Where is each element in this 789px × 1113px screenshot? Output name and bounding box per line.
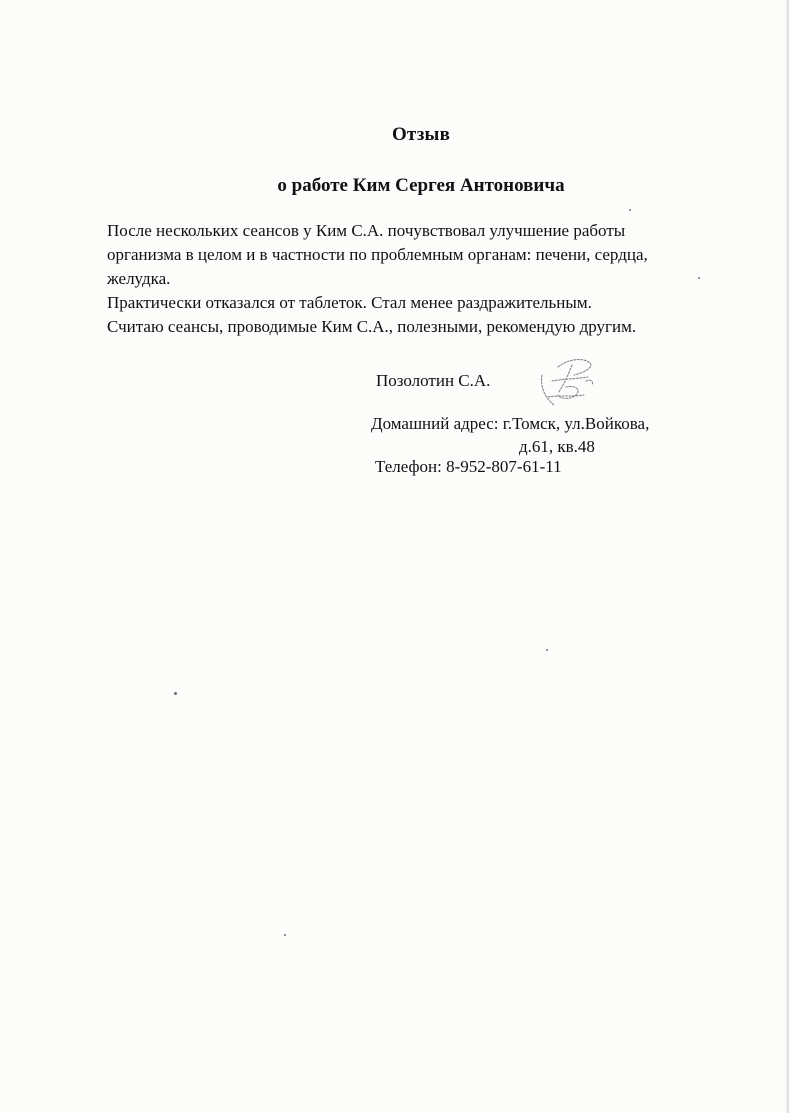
scan-speck [546,649,548,651]
body-line: желудка. [107,269,171,288]
body-line: Считаю сеансы, проводимые Ким С.А., полезными, рекомендую другим. [107,317,637,336]
scan-speck [174,692,177,695]
home-address: Домашний адрес: г.Томск, ул.Войкова, [371,414,650,433]
signer-name: Позолотин С.А. [376,371,491,390]
home-address-continued: д.61, кв.48 [519,437,595,456]
phone-number: Телефон: 8-952-807-61-11 [375,457,562,476]
body-line: организма в целом и в частности по проблемным органам: печени, сердца, [107,245,648,264]
scan-speck [698,277,700,279]
document-subtitle: о работе Ким Сергея Антоновича [277,175,565,196]
handwritten-signature [528,345,618,415]
scan-speck [629,209,631,211]
document-title: Отзыв [391,124,451,145]
scan-speck [284,934,286,936]
body-line: После нескольких сеансов у Ким С.А. почувствовал улучшение работы [107,221,626,240]
review-body [107,219,727,339]
body-line: Практически отказался от таблеток. Стал менее раздражительным. [107,293,592,312]
